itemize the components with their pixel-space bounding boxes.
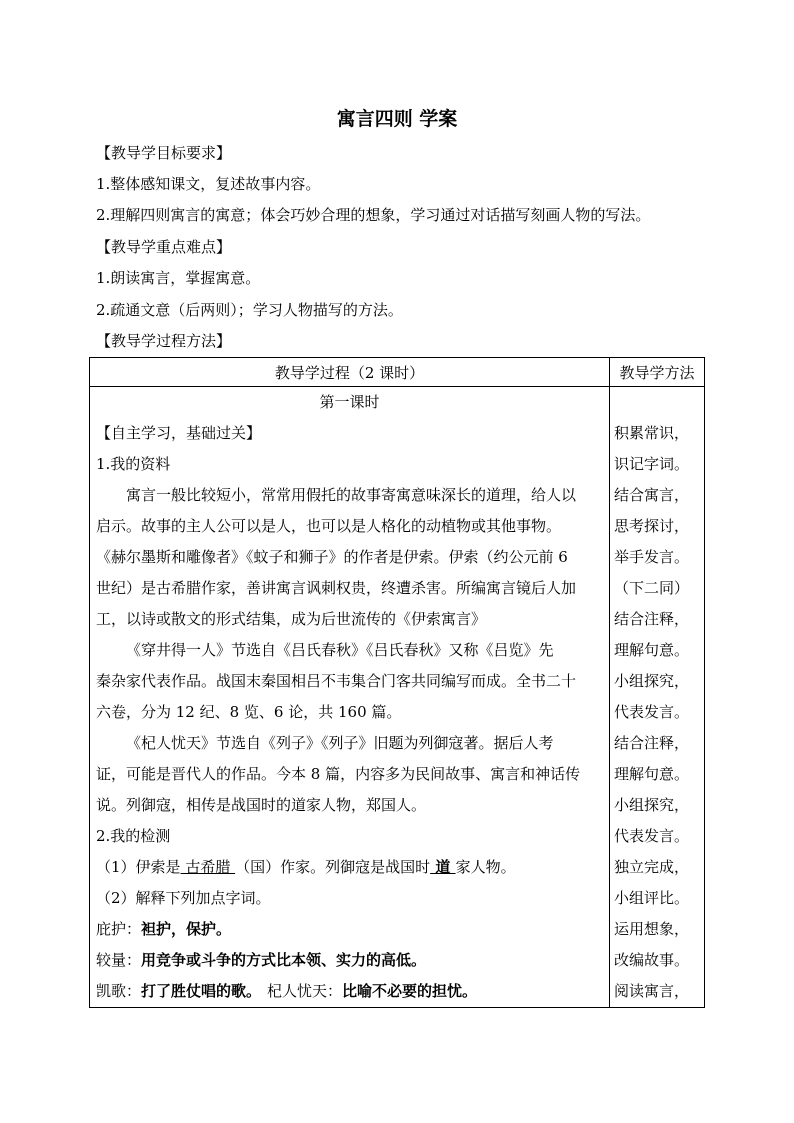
method-item: 识记字词。	[614, 455, 690, 473]
word-1-term: 庇护：	[96, 920, 142, 938]
word-3-term: 凯歌：	[96, 982, 142, 1000]
lesson-plan-table	[89, 357, 705, 1008]
method-item: 理解句意。	[614, 641, 690, 659]
q1-part-c: 家人物。	[455, 858, 516, 876]
method-item: 改编故事。	[614, 951, 690, 969]
word-3-definition: 打了胜仗唱的歌。	[141, 982, 262, 1000]
method-item: 代表发言。	[614, 703, 690, 721]
page-title: 寓言四则 学案	[336, 108, 458, 130]
q1-part-a: （1）伊索是	[96, 858, 181, 876]
word-item-1	[96, 914, 603, 945]
method-item: 阅读寓言，	[614, 982, 690, 1000]
method-item: 结合注释，	[614, 610, 690, 628]
method-item: 举手发言。	[614, 548, 690, 566]
para1-line5: 工，以诗或散文的形式结集，成为后世流传的《伊索寓言》	[96, 610, 487, 628]
my-test-heading: 2.我的检测	[96, 827, 171, 845]
para1-line3: 《赫尔墨斯和雕像者》《蚊子和狮子》的作者是伊索。伊索（约公元前 6	[96, 548, 568, 566]
para3-line3: 说。列御寇，相传是战国时的道家人物，郑国人。	[96, 796, 427, 814]
self-study-heading: 【自主学习，基础过关】	[96, 424, 262, 442]
para1-line1: 寓言一般比较短小，常常用假托的故事寄寓意味深长的道理，给人以	[126, 486, 577, 504]
lesson-title: 第一课时	[319, 393, 380, 411]
col-process-header: 教导学过程（2 课时）	[90, 358, 610, 387]
method-item: 运用想象，	[614, 920, 690, 938]
focus-2: 2.疏通文意（后两则）；学习人物描写的方法。	[96, 301, 403, 319]
method-item: 独立完成，	[614, 858, 690, 876]
method-item: 结合注释，	[614, 734, 690, 752]
col-method-header: 教导学方法	[610, 358, 705, 387]
table-body-row	[90, 387, 705, 1008]
process-heading: 【教导学过程方法】	[96, 332, 232, 350]
q1-answer-1: 古希腊	[180, 858, 236, 876]
word-2-term: 较量：	[96, 951, 142, 969]
method-item: 积累常识，	[614, 424, 690, 442]
method-item: 理解句意。	[614, 765, 690, 783]
focus-1: 1.朗读寓言，掌握寓意。	[96, 269, 261, 287]
method-spacer	[614, 387, 700, 418]
process-cell	[90, 387, 610, 1008]
word-1-definition: 袒护，保护。	[141, 920, 232, 938]
para3-line2: 证，可能是晋代人的作品。今本 8 篇，内容多为民间故事、寓言和神话传	[96, 765, 581, 783]
method-cell	[610, 387, 705, 1008]
question-1	[96, 852, 603, 883]
goals-heading: 【教导学目标要求】	[96, 144, 232, 162]
word-2-definition: 用竞争或斗争的方式比本领、实力的高低。	[141, 951, 427, 969]
goal-2: 2.理解四则寓言的寓意；体会巧妙合理的想象，学习通过对话描写刻画人物的写法。	[96, 206, 651, 224]
method-item: 小组评比。	[614, 889, 690, 907]
method-item: 代表发言。	[614, 827, 690, 845]
method-item: 思考探讨，	[614, 517, 690, 535]
method-item: 小组探究，	[614, 672, 690, 690]
goal-1: 1.整体感知课文，复述故事内容。	[96, 175, 321, 193]
word-item-2	[96, 945, 603, 976]
para1-line4: 世纪）是古希腊作家，善讲寓言讽刺权贵，终遭杀害。所编寓言镜后人加	[96, 579, 577, 597]
method-item: 结合寓言，	[614, 486, 690, 504]
question-2: （2）解释下列加点字词。	[96, 889, 271, 907]
word-4-definition: 比喻不必要的担忧。	[342, 982, 478, 1000]
para3-line1: 《杞人忧天》节选自《列子》《列子》旧题为列御寇著。据后人考	[126, 734, 554, 752]
my-material-heading: 1.我的资料	[96, 455, 171, 473]
q1-part-b: （国）作家。列御寇是战国时	[235, 858, 431, 876]
para2-line3: 六卷，分为 12 纪、8 览、6 论，共 160 篇。	[96, 703, 402, 721]
method-item: （下二同）	[614, 579, 690, 597]
word-item-3	[96, 976, 603, 1007]
para2-line2: 秦杂家代表作品。战国末秦国相吕不韦集合门客共同编写而成。全书二十	[96, 672, 577, 690]
q1-answer-2: 道	[430, 858, 456, 876]
para1-line2: 启示。故事的主人公可以是人，也可以是人格化的动植物或其他事物。	[96, 517, 562, 535]
table-header-row	[90, 358, 705, 387]
focus-heading: 【教导学重点难点】	[96, 238, 232, 256]
para2-line1: 《穿井得一人》节选自《吕氏春秋》《吕氏春秋》又称《吕览》先	[126, 641, 554, 659]
method-item: 小组探究，	[614, 796, 690, 814]
word-4-term: 杞人忧天：	[267, 982, 343, 1000]
